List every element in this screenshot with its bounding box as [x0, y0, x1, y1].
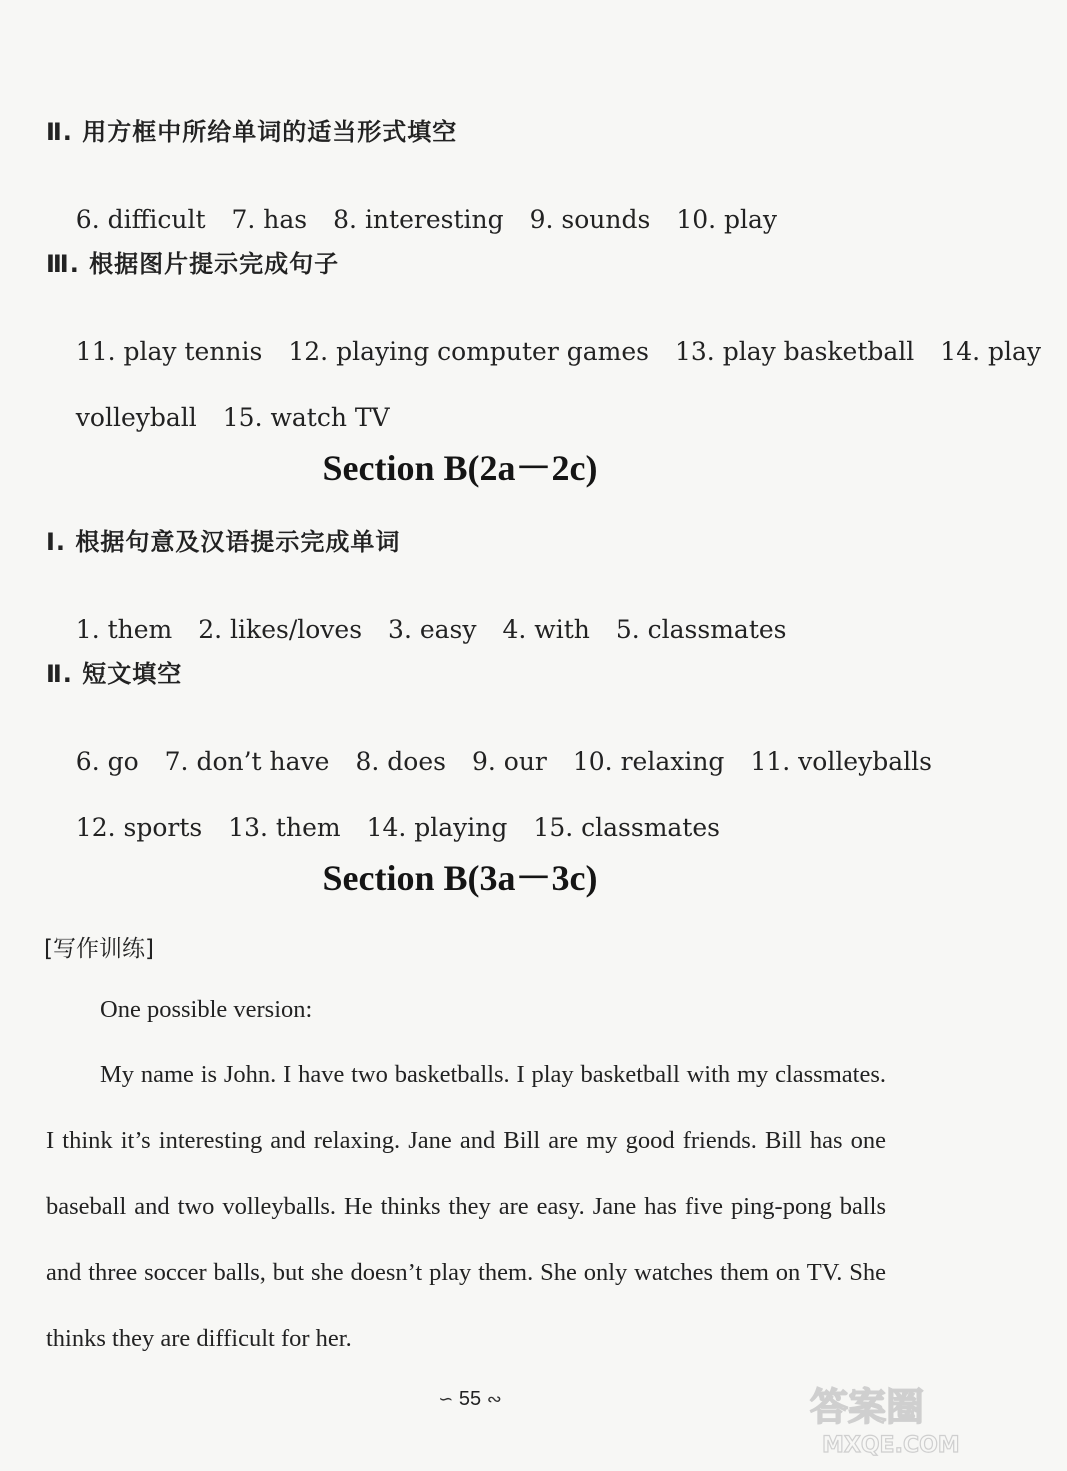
ornament-right-icon: ∾	[486, 1389, 502, 1409]
section-b-3a-3c-title: Section B(3a－3c)	[322, 858, 598, 898]
answer-item: 13. play basketball	[674, 337, 915, 366]
answer-item: 6. difficult	[75, 205, 206, 234]
answer-item: 2. likes/loves	[198, 615, 363, 644]
answer-item: 7. has	[231, 205, 308, 234]
answer-item: volleyball	[75, 403, 197, 432]
answer-item: 3. easy	[388, 615, 477, 644]
answer-item: 7. don’t have	[164, 747, 330, 776]
answer-item: 14. playing	[366, 813, 508, 842]
answer-item: 12. playing computer games	[288, 337, 649, 366]
page-number	[420, 1388, 520, 1411]
possible-version-intro: One possible version:	[100, 996, 313, 1023]
answer-item: 10. play	[676, 205, 778, 234]
answer-item: 14. play	[940, 337, 1042, 366]
writing-practice-label: [写作训练]	[44, 936, 154, 962]
part2-heading: Ⅱ. 用方框中所给单词的适当形式填空	[46, 118, 458, 146]
b1-part2-heading: Ⅱ. 短文填空	[46, 660, 183, 688]
answer-item: 9. our	[471, 747, 547, 776]
answer-item: 6. go	[75, 747, 139, 776]
b1-part1-heading: Ⅰ. 根据句意及汉语提示完成单词	[46, 528, 401, 556]
answer-item: 8. interesting	[333, 205, 504, 234]
answer-item: 4. with	[502, 615, 590, 644]
answer-item: 12. sports	[75, 813, 203, 842]
sample-essay-paragraph: My name is John. I have two basketballs. I play basketball with my classmates. I think it’s interesting and relaxing. Jane and Bill are my good friends. Bill has one baseball and two volleyballs. He thinks they are easy. Jane has five ping-pong balls and three soccer balls, but she doesn’t play them. She only watches them on TV. She thinks they are difficult for her.	[46, 1061, 886, 1352]
part3-heading: Ⅲ. 根据图片提示完成句子	[46, 250, 340, 278]
page-number-text: 55	[458, 1388, 482, 1410]
answer-item: 13. them	[228, 813, 341, 842]
answer-item: 11. play tennis	[75, 337, 263, 366]
watermark-text: 答案圈	[810, 1385, 925, 1429]
ornament-left-icon: ∽	[438, 1389, 454, 1409]
watermark-logo-icon	[800, 1378, 980, 1458]
answer-item: 5. classmates	[615, 615, 787, 644]
answer-item: 11. volleyballs	[750, 747, 932, 776]
answer-item: 8. does	[355, 747, 446, 776]
section-b-2a-2c-title: Section B(2a－2c)	[322, 448, 598, 488]
answer-item: 9. sounds	[529, 205, 651, 234]
answer-item: 1. them	[75, 615, 173, 644]
answer-item: 15. watch TV	[222, 403, 390, 432]
watermark-url: MXQE.COM	[822, 1433, 960, 1458]
answer-item: 15. classmates	[533, 813, 720, 842]
answer-item: 10. relaxing	[572, 747, 725, 776]
